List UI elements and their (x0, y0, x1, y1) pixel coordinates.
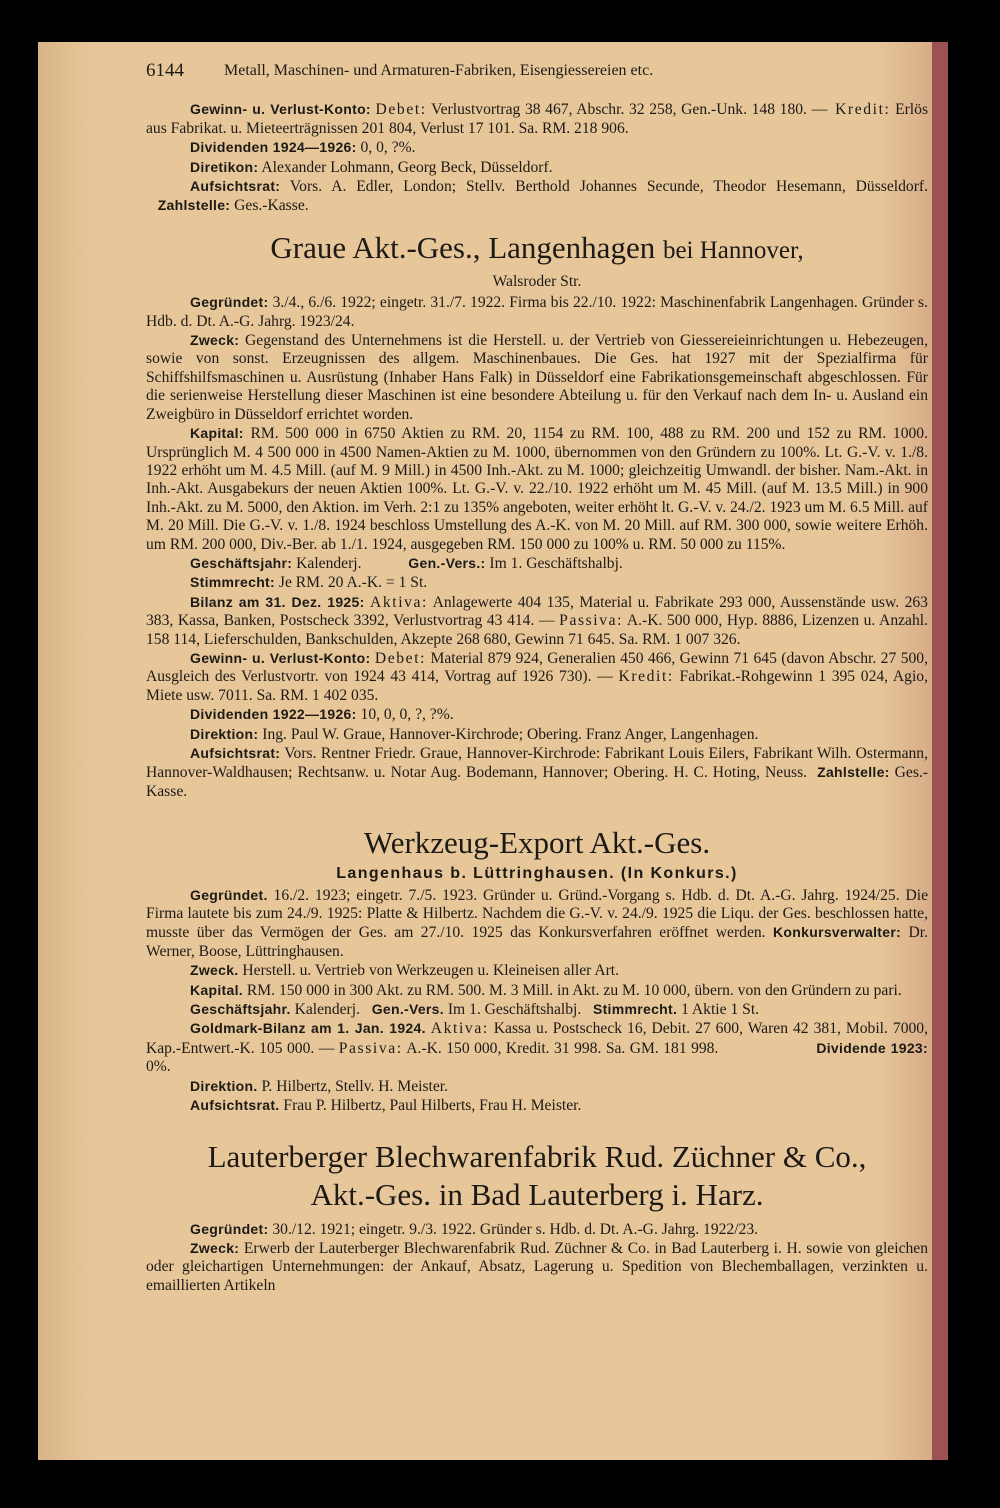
text: Erwerb der Lauterberger Blechwarenfabrik Rud. Züchner & Co. in Bad Lauterberg i. H. sowie von gleichen oder gleichartigen Unternehmungen: der Ankauf, Absatz, Lagerung u. Spedition von Blechemballagen, verzinkten u. emaillierten Artikeln (146, 1239, 929, 1294)
label: Gewinn- u. Verlust-Konto: (190, 649, 371, 666)
label: Goldmark-Bilanz am 1. Jan. 1924. (190, 1020, 426, 1037)
label: Debet: (374, 649, 427, 667)
gegruendet-paragraph (146, 293, 928, 331)
text: Dr. Werner, Boose, Lüttringhausen. (146, 924, 928, 960)
text: Ing. Paul W. Graue, Hannover-Kirchrode; Obering. Franz Anger, Langenhagen. (262, 725, 759, 743)
company-title-lauterberger (146, 1138, 928, 1214)
text: Im 1. Geschäftshalbj. (489, 554, 623, 572)
label: Gewinn- u. Verlust-Konto: (190, 101, 371, 118)
text: Fabrikat.-Rohgewinn 1 395 024, Agio, Miete usw. 7011. Sa. RM. 1 402 035. (146, 668, 928, 704)
label: Gegründet. (190, 886, 268, 903)
text: Frau P. Hilbertz, Paul Hilberts, Frau H. Meister. (283, 1097, 582, 1115)
page-number: 6144 (146, 60, 184, 81)
text: Ges.-Kasse. (234, 197, 309, 215)
label: Aktiva: (430, 1020, 489, 1038)
bilanz-paragraph (146, 593, 928, 649)
label: Dividenden 1922—1926: (190, 706, 357, 723)
label: Zweck: (190, 332, 240, 349)
label: Geschäftsjahr: (190, 554, 293, 571)
book-spine-edge (932, 42, 948, 1460)
company-title-graue (146, 230, 928, 269)
zweck-paragraph (146, 1239, 928, 1295)
label: Aufsichtsrat: (190, 178, 281, 195)
text: Vors. A. Edler, London; Stellv. Berthold Johannes Secunde, Theodor Hesemann, Düsseldorf. (289, 178, 928, 196)
label: Stimmrecht: (190, 574, 275, 591)
dividenden-paragraph (146, 705, 928, 724)
company-title-werkzeug: Werkzeug-Export Akt.-Ges. (363, 825, 711, 861)
bilanz-paragraph (146, 1019, 928, 1076)
text: Vors. Rentner Friedr. Graue, Hannover-Kirchrode: Fabrikant Louis Eilers, Fabrikant Wilh. Ostermann, Hannover-Waldhausen; Rechtsanw. u. Notar Aug. Bodemann, Hannover; Obering. H. C. Hoting, Neuss. (146, 745, 928, 782)
geschaeftsjahr-paragraph (146, 554, 928, 573)
label: Stimmrecht. (592, 1001, 678, 1018)
label: Dividenden 1924—1926: (190, 139, 357, 156)
text: Im 1. Geschäftshalbj. (447, 1001, 582, 1019)
aufsichtsrat-paragraph (146, 1096, 928, 1115)
text: 3./4., 6./6. 1922; eingetr. 31./7. 1922. Firma bis 22./10. 1922: Maschinenfabrik Langenhagen. Gründer s. Hdb. d. Dt. A.-G. Jahrg. 1923/24. (146, 294, 929, 330)
text: Kalenderj. (294, 1001, 360, 1019)
label: Zweck. (190, 962, 239, 979)
gegruendet-paragraph (146, 886, 928, 962)
text: Erlös aus Fabrikat. u. Mieteerträgnissen 201 804, Verlust 17 101. Sa. RM. 218 906. (146, 101, 929, 137)
text: Ges.-Kasse. (146, 764, 928, 800)
label: Gegründet: (190, 1220, 269, 1237)
guv-paragraph (146, 649, 928, 705)
text: Kalenderj. (296, 554, 362, 572)
label: Direktion: (190, 725, 259, 742)
zweck-paragraph (146, 331, 928, 424)
text: Kassa u. Postscheck 16, Debit. 27 600, Waren 42 381, Mobil. 7000, Kap.-Entwert.-K. 105 000. — (146, 1020, 929, 1057)
text: Anlagewerte 404 135, Material u. Fabrikate 293 000, Aussenstände usw. 263 383, Kassa, Banken, Postscheck 3392, Verlustvortrag 43 414. — (146, 593, 928, 630)
label: Direktion. (190, 1077, 258, 1094)
label: Bilanz am 31. Dez. 1925: (190, 593, 365, 610)
label: Diretikon: (190, 158, 259, 175)
label: Kredit: (618, 668, 674, 686)
text: Herstell. u. Vertrieb von Werkzeugen u. Kleineisen aller Art. (242, 962, 620, 980)
text: Alexander Lohmann, Georg Beck, Düsseldorf. (261, 158, 553, 176)
prev-guv-paragraph (146, 100, 928, 138)
label: Kapital. (190, 981, 243, 998)
prev-direktion (146, 158, 928, 177)
label: Aufsichtsrat: (190, 745, 281, 761)
label: Passiva: (559, 612, 624, 630)
text: RM. 500 000 in 6750 Aktien zu RM. 20, 1154 zu RM. 100, 488 zu RM. 200 und 152 zu RM. 1000. Ursprünglich M. 4 500 000 in 4500 Namen-Aktien zu M. 1000, übernommen von den Gründern zu 100%. Lt. G.-V. v. 1./8. 1922 erhöht um M. 4.5 Mill. (auf M. 9 Mill.) in 4500 Inh.-Akt. zu M. 1000; gleichzeitig Umwandl. der bisher. Nam.-Akt. in Inh.-Akt. Ausgabekurs der neuen Aktien 100%. Lt. G.-V. v. 22./10. 1922 erhöht um M. 45 Mill. (auf M. 13.5 Mill.) in 900 Inh.-Akt. zu M. 5000, den Aktion. im Verh. 2:1 zu 135% angeboten, weiter erhöht lt. G.-V. v. 24./2. 1923 um M. 6.5 Mill. auf M. 20 Mill. Die G.-V. v. 1./8. 1924 beschloss Umstellung des A.-K. von M. 20 Mill. auf RM. 300 000, sowie weitere Erhöh. um RM. 200 000, Div.-Ber. ab 1./1. 1924, ausgegeben RM. 150 000 zu 100% u. RM. 50 000 zu 115%. (146, 425, 929, 553)
book-page (38, 42, 948, 1460)
text: 16./2. 1923; eingetr. 7./5. 1923. Gründer u. Gründ.-Vorgang s. Hdb. d. Dt. A.-G. Jahrg. 1924/25. Die Firma lautete bis zum 24./9. 1925: Platte & Hilbertz. Nachdem die G.-V. v. 24./9. 1925 die Liqu. der Ges. beschlossen hatte, musste über das Vermögen der Ges. am 27./10. 1925 das Konkursverfahren eröffnet werden. (146, 886, 929, 942)
label: Geschäftsjahr. (190, 1001, 291, 1018)
label: Gen.-Vers.: (408, 554, 486, 571)
title-main: Graue Akt.-Ges., Langenhagen (270, 229, 656, 265)
label: Kapital: (190, 425, 244, 442)
text: RM. 150 000 in 300 Akt. zu RM. 500. M. 3 Mill. in Akt. zu M. 10 000, übern. von den Gründern zu pari. (246, 981, 902, 999)
text: Verlustvortrag 38 467, Abschr. 32 258, Gen.-Unk. 148 180. (431, 101, 807, 119)
text: 1 Aktie 1 St. (681, 1001, 760, 1019)
label: Zahlstelle: (157, 197, 231, 214)
running-head: Metall, Maschinen- und Armaturen-Fabriken, Eisengiessereien etc. (224, 62, 654, 79)
text: 31 998. Sa. GM. 181 998. (554, 1039, 719, 1057)
label: Debet: (375, 101, 427, 119)
page-header (146, 62, 928, 80)
stimmrecht-paragraph (146, 573, 928, 592)
label: Dividende 1923: (816, 1039, 928, 1056)
company-subtitle: Langenhaus b. Lüttringhausen. (In Konkurs.) (336, 865, 738, 883)
label: — Kredit: (811, 101, 891, 119)
company-address: Walsroder Str. (492, 272, 582, 290)
label: Gegründet: (190, 294, 269, 311)
gegruendet-paragraph (146, 1220, 928, 1239)
text: Gegenstand des Unternehmens ist die Herstell. u. der Vertrieb von Giessereieinrichtungen u. Hebezeugen, sowie von sonst. Erzeugnissen des allgem. Maschinenbaues. Die Ges. hat 1927 mit der Spezialfirma für Schiffshilfsmaschinen u. Ausrüstung (Inhaber Hans Falk) in Düsseldorf eine Fabrikationsgemeinschaft abgeschlossen. Für die serienweise Herstellung dieser Maschinen ist eine besondere Abteilung u. für den Verkauf nach dem In- u. Ausland ein Zweigbüro in Düsseldorf errichtet worden. (146, 332, 928, 423)
prev-dividenden (146, 138, 928, 157)
zweck-paragraph (146, 961, 928, 980)
text: A.-K. 500 000, Hyp. 8886, Lizenzen u. Anzahl. 158 114, Lieferschulden, Bankschulden, Akzepte 268 680, Gewinn 71 645. Sa. RM. 1 007 326. (146, 612, 928, 648)
aufsichtsrat-paragraph (146, 744, 928, 801)
label: Aktiva: (370, 593, 428, 611)
geschaeftsjahr-paragraph (146, 1000, 928, 1019)
prev-aufsichtsrat (146, 177, 928, 216)
label: Passiva: (338, 1039, 403, 1057)
text: A.-K. 150 000, (406, 1039, 502, 1057)
title-line: Lauterberger Blechwarenfabrik Rud. Züchner & Co., (207, 1138, 867, 1174)
text: Material 879 924, Generalien 450 466, Gewinn 71 645 (davon Abschr. 27 500, Ausgleich des Verlustvortr. von 1924 43 414, Vortrag auf 1926 730). — (146, 649, 928, 686)
text: 0%. (146, 1058, 171, 1076)
label: Konkursverwalter: (773, 924, 902, 941)
title-rest: bei Hannover, (662, 236, 804, 264)
label: Gen.-Vers. (371, 1001, 444, 1018)
text: 30./12. 1921; eingetr. 9./3. 1922. Gründer s. Hdb. d. Dt. A.-G. Jahrg. 1922/23. (272, 1220, 759, 1238)
label: Zweck: (190, 1239, 240, 1256)
kapital-paragraph (146, 424, 928, 554)
label: Aufsichtsrat. (190, 1097, 280, 1114)
kapital-paragraph (146, 981, 928, 1000)
text: 0, 0, ?%. (360, 139, 416, 157)
title-line: Akt.-Ges. in Bad Lauterberg i. Harz. (310, 1176, 764, 1212)
direktion-paragraph (146, 725, 928, 744)
text: P. Hilbertz, Stellv. H. Meister. (261, 1077, 449, 1095)
label: Zahlstelle: (817, 764, 890, 781)
text: 10, 0, 0, ?, ?%. (360, 706, 454, 724)
page-content (146, 62, 928, 1295)
direktion-paragraph (146, 1077, 928, 1096)
text: Je RM. 20 A.-K. = 1 St. (278, 574, 428, 592)
label: Kredit. (505, 1039, 550, 1057)
